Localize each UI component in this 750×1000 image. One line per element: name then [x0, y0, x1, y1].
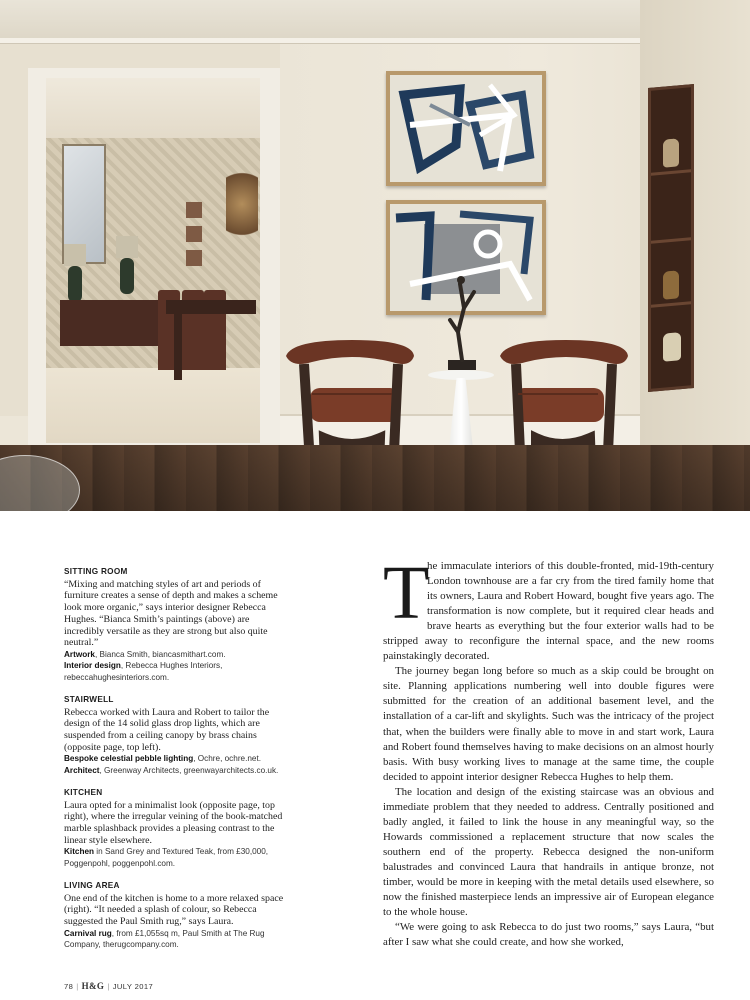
credit-label: Architect	[64, 765, 100, 775]
cornice	[0, 38, 750, 44]
doorway-view	[46, 78, 260, 443]
credit-text: , Greenway Architects, greenwayarchitects.co.uk.	[99, 765, 279, 775]
caption-heading: STAIRWELL	[64, 694, 114, 704]
doorway-floor	[46, 368, 260, 443]
article-paragraph: The journey began long before so much as a skip could be brought on site. Planning applications numbering well into double figures were submitted for the creation of an additional basement level, and the installation of a car-lift and skylights. Such was the intricacy of the project that, when the builders were finally able to move in and start work, Laura and Robert found themselves having to make decisions on an almost hourly basis. With busy working lives to manage at the same time, the couple decided to appoint interior designer Rebecca Hughes to help them.	[383, 665, 714, 783]
magazine-logo: H&G	[81, 981, 105, 991]
article-paragraph	[383, 551, 714, 664]
credit-label: Interior design	[64, 661, 121, 671]
caption-credits	[64, 753, 284, 776]
table-lamp	[64, 244, 86, 304]
caption-stairwell	[64, 694, 284, 776]
display-niche	[648, 84, 694, 392]
credit-label: Carnival rug	[64, 928, 112, 938]
caption-heading: SITTING ROOM	[64, 567, 128, 576]
caption-living-area	[64, 880, 284, 950]
caption-kitchen	[64, 787, 284, 869]
caption-credits	[64, 928, 284, 951]
doorway-small-frames	[186, 202, 202, 266]
issue-date: JULY 2017	[112, 982, 154, 991]
caption-heading: LIVING AREA	[64, 881, 120, 891]
credit-text: , from £1,055sq m, Paul Smith at The Rug Company, therugcompany.com.	[64, 928, 265, 950]
sideboard	[60, 300, 160, 346]
caption-text: “Mixing and matching styles of art and periods of furniture creates a sense of depth and makes a scheme look more organic,” says interior designer Rebecca Hughes. “Bianca Smith’s paintings (above) are incredibly versatile as they are strong but also quite neutral.”	[64, 578, 278, 649]
caption-text: One end of the kitchen is home to a more relaxed space (right). “It needed a splash of colour, so Rebecca suggested the Paul Smith rug,” says Laura.	[64, 892, 284, 928]
dining-table-leg	[174, 310, 182, 380]
caption-column	[64, 566, 284, 961]
caption-sitting-room	[64, 566, 284, 683]
caption-credits	[64, 846, 284, 869]
chandelier	[226, 156, 258, 236]
credit-label: Bespoke celestial pebble lighting	[64, 754, 194, 764]
caption-heading: KITCHEN	[64, 787, 103, 797]
article-paragraph: The location and design of the existing staircase was an obvious and immediate problem that they needed to address. Centrally positioned and badly angled, it failed to link the house in any meaningful way, so the Howards commissioned a replacement structure that now scales the southern end of the property. Rebecca designed the non-uniform balustrades and convinced Laura that handrails in antique bronze, not timber, would be more in keeping with the metal details used elsewhere, so now the finished masterpiece lends an impressive air of European elegance to the whole house.	[383, 785, 714, 919]
caption-credits	[64, 649, 284, 683]
credit-text: , Ochre, ochre.net.	[193, 754, 262, 764]
vase	[663, 138, 679, 167]
table-lamp	[116, 236, 138, 302]
box	[663, 332, 681, 362]
page-folio: 78 | H&G | JULY 2017	[64, 981, 154, 991]
credit-text: , Bianca Smith, biancasmithart.com.	[94, 649, 226, 659]
vase	[663, 270, 679, 299]
credit-label: Kitchen	[64, 847, 95, 857]
credit-label: Artwork	[64, 649, 95, 659]
credit-text: in Sand Grey and Textured Teak, from £30,000, Poggenpohl, poggenpohl.com.	[64, 847, 269, 868]
caption-text: Rebecca worked with Laura and Robert to tailor the design of the 14 solid glass drop lights, which are suspended from a ceiling canopy by brass chains (opposite page, top left).	[64, 706, 270, 753]
caption-text: Laura opted for a minimalist look (opposite page, top right), where the irregular veining of the book-matched marble splashback provides a pleasing contrast to the linear style elsewhere.	[64, 799, 283, 846]
credit-text: , Rebecca Hughes Interiors, rebeccahughesinteriors.com.	[64, 661, 223, 682]
paragraph-text: he immaculate interiors of this double-fronted, mid-19th-century London townhouse are a far cry from the tired family home that its owners, Laura and Robert Howard, bought five years ago. The transformation is now complete, but it required clear heads and brave hearts as everything but the four exterior walls had to be stripped away to reconfigure the internal space, and the new rooms painstakingly decorated.	[383, 560, 714, 663]
painting-top	[386, 71, 546, 186]
page-number: 78	[64, 982, 74, 991]
bronze-sculpture	[444, 272, 480, 372]
article-paragraph: “We were going to ask Rebecca to do just two rooms,” says Laura, “but after I saw what she could create, and how she worked,	[383, 921, 714, 949]
article-body	[383, 551, 714, 950]
drop-cap: T	[383, 551, 430, 635]
